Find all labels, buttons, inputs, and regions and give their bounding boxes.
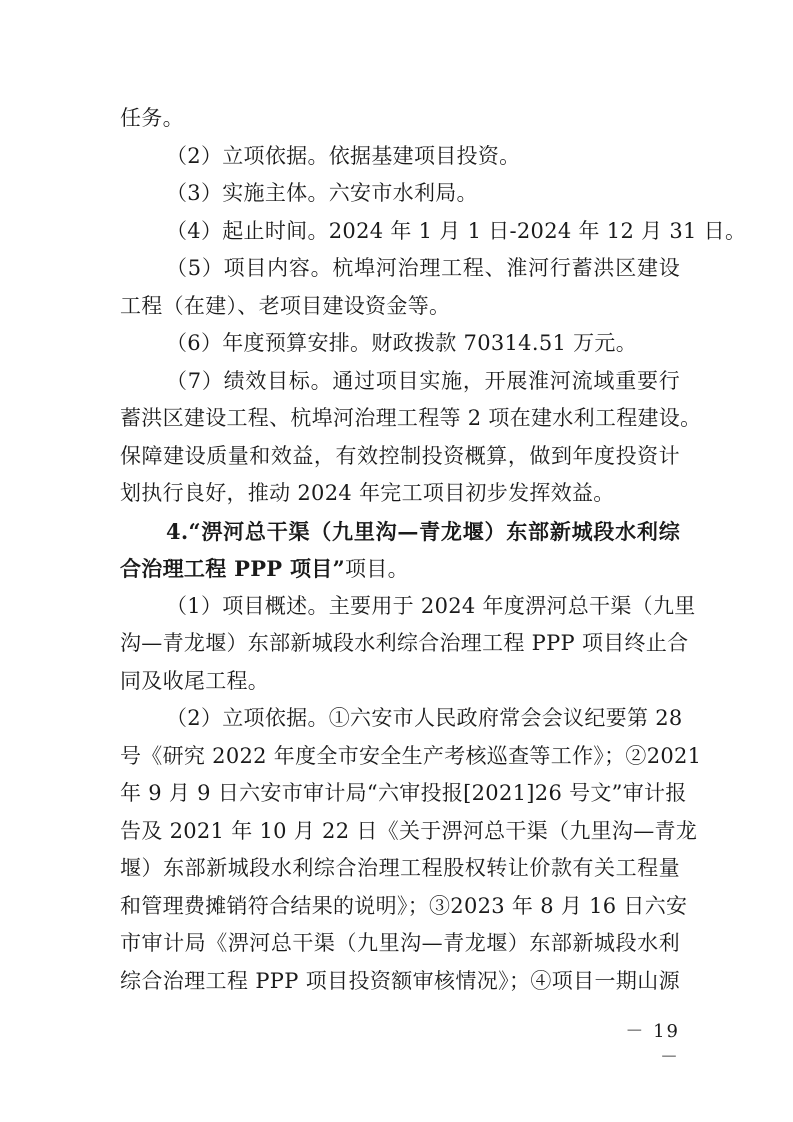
text-line: 综合治理工程 PPP 项目投资额审核情况》；④项目一期山源 [120, 968, 680, 993]
text-line: 号《研究 2022 年度全市安全生产考核巡查等工作》；②2021 [120, 743, 702, 768]
text-line: 工程（在建）、老项目建设资金等。 [120, 293, 451, 318]
text-line: 堰）东部新城段水利综合治理工程股权转让价款有关工程量 [120, 856, 680, 880]
page-number: － 19 － [625, 1021, 680, 1068]
text-line: （4）起止时间。2024 年 1 月 1 日-2024 年 12 月 31 日。 [166, 218, 747, 243]
text-line: （6）年度预算安排。财政拨款 70314.51 万元。 [166, 331, 638, 355]
text-line: 任务。 [120, 106, 184, 130]
text-line: （3）实施主体。六安市水利局。 [166, 181, 478, 205]
text-line: 和管理费摊销符合结果的说明》；③2023 年 8 月 16 日六安 [120, 893, 688, 918]
text-line: （2）立项依据。依据基建项目投资。 [166, 143, 521, 168]
section-heading-cont [120, 550, 680, 588]
text-line: 同及收尾工程。 [120, 668, 270, 693]
text-line: 划执行良好，推动 2024 年完工项目初步发挥效益。 [120, 481, 615, 505]
text-line: 市审计局《淠河总干渠（九里沟—青龙堰）东部新城段水利 [120, 931, 680, 955]
text-line: 告及 2021 年 10 月 22 日《关于淠河总干渠（九里沟—青龙 [120, 818, 698, 843]
section-heading-end: 合治理工程 PPP 项目” [120, 556, 345, 581]
text-line: 沟—青龙堰）东部新城段水利综合治理工程 PPP 项目终止合 [120, 631, 689, 655]
text-line: （2）立项依据。①六安市人民政府常会会议纪要第 28 [166, 706, 683, 730]
text-line: （7）绩效目标。通过项目实施，开展淮河流域重要行 [166, 368, 680, 393]
heading-suffix: 项目。 [344, 557, 409, 581]
text-line: 保障建设质量和效益，有效控制投资概算，做到年度投资计 [120, 443, 680, 468]
text-line: （1）项目概述。主要用于 2024 年度淠河总干渠（九里 [166, 593, 696, 618]
section-heading: 4.“淠河总干渠（九里沟—青龙堰）东部新城段水利综 [166, 518, 680, 544]
text-line: 蓄洪区建设工程、杭埠河治理工程等 2 项在建水利工程建设。 [120, 406, 702, 430]
body-text [120, 100, 747, 1000]
text-line: （5）项目内容。杭埠河治理工程、淮河行蓄洪区建设 [166, 256, 680, 280]
text-line: 年 9 月 9 日六安市审计局“六审投报[2021]26 号文”审计报 [120, 781, 687, 805]
